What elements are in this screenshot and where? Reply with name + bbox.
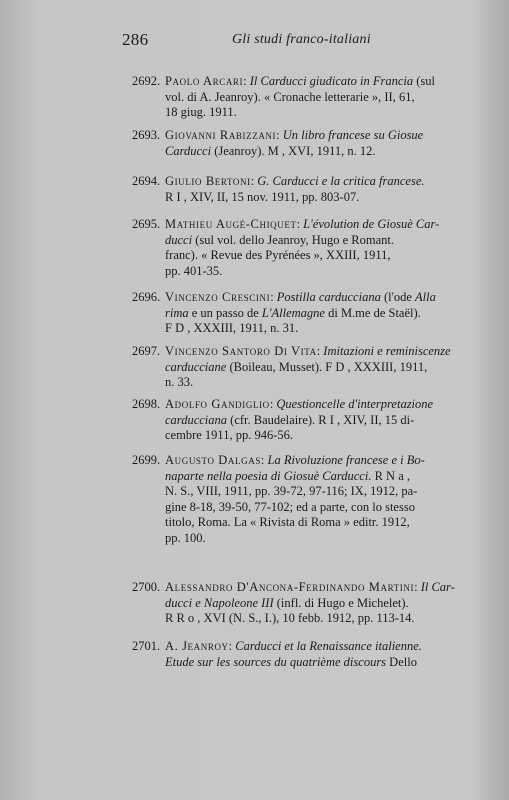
entry-line (165, 639, 477, 655)
entry-line (165, 190, 477, 206)
entry-text: (l'ode (380, 290, 416, 304)
entry-title-italic: Un libro francese su Giosue (282, 128, 424, 142)
entry-line (165, 217, 477, 233)
entry-text: N. S., VIII, 1911, pp. 39-72, 97-116; IX, 1912, pa- (165, 484, 418, 498)
entry-line (165, 531, 477, 547)
entry-text: vol. di A. Jeanroy). « Cronache letterarie », II, 61, (165, 89, 415, 104)
entry-text: pp. 401-35. (165, 263, 223, 278)
entry-line (165, 413, 477, 429)
entry-line (165, 397, 477, 413)
bibliography-entry (0, 290, 509, 337)
entry-line (165, 264, 477, 280)
entry-text: 18 giug. 1911. (165, 105, 237, 119)
entry-number: 2699. (132, 453, 161, 467)
entry-text: : (316, 344, 324, 358)
entry-number: 2698. (132, 397, 161, 411)
entry-number: 2697. (132, 344, 161, 358)
bibliography-entry (0, 344, 509, 391)
entry-line (165, 321, 477, 337)
entry-title-italic: ducci e Napoleone III (165, 595, 274, 610)
entry-line (165, 233, 477, 249)
entry-text: : (250, 174, 258, 188)
entry-author: Adolfo Gandiglio (165, 397, 270, 411)
entry-title-italic: naparte nella poesia di Giosuè Carducci. (165, 468, 372, 483)
entry-title-italic: ducci (165, 232, 193, 247)
entry-line (165, 128, 477, 144)
entry-line (165, 360, 477, 376)
entry-line (165, 428, 477, 444)
entry-text: e un passo de (188, 305, 262, 320)
entry-line (165, 596, 477, 612)
entry-line (165, 174, 477, 190)
entry-line (165, 500, 477, 516)
entry-title-italic: carducciane (165, 359, 227, 374)
entry-line (165, 105, 477, 121)
entry-title-italic: Alla (415, 290, 436, 304)
entry-line (165, 248, 477, 264)
entry-number: 2695. (132, 217, 161, 231)
entry-line (165, 74, 477, 90)
entry-text: : (276, 128, 283, 142)
entry-number: 2700. (132, 580, 161, 594)
entry-title-italic: Il Carducci giudicato in Francia (249, 74, 414, 88)
entry-number: 2693. (132, 128, 161, 142)
entry-text: cembre 1911, pp. 946-56. (165, 428, 293, 442)
entry-title-italic: Questioncelle d'interpretazione (276, 397, 434, 411)
entry-text: : (260, 453, 268, 467)
entry-line (165, 290, 477, 306)
entry-text: (sul vol. dello Jeanroy, Hugo e Romant. (192, 232, 395, 247)
entry-author: A. Jeanroy (165, 639, 229, 653)
entry-text: : (228, 639, 236, 653)
entry-author: Giulio Bertoni (165, 174, 251, 188)
entry-text: n. 33. (165, 375, 194, 389)
entry-text: franc). « Revue des Pyrénées », XXIII, 1911, (165, 248, 391, 262)
bibliography-entry (0, 128, 509, 159)
entry-line (165, 344, 477, 360)
entry-title-italic: rima (165, 305, 189, 320)
bibliography-entry (0, 639, 509, 670)
entry-title-italic: Carducci et la Renaissance italienne. (235, 639, 422, 653)
entry-text: Dello (386, 654, 417, 669)
entry-title-italic: Postilla carducciana (276, 290, 381, 304)
entry-text: pp. 100. (165, 530, 206, 545)
entry-author: Giovanni Rabizzani (165, 128, 277, 142)
entry-text: R I , XIV, II, 15 nov. 1911, pp. 803-07. (165, 189, 360, 204)
entry-title-italic: Carducci (165, 143, 212, 158)
entry-text: (cfr. Baudelaire). R I , XIV, II, 15 di- (227, 412, 415, 427)
entry-text: R R o , XVI (N. S., I.), 10 febb. 1912, pp. 113-14. (165, 611, 415, 625)
entry-number: 2694. (132, 174, 161, 188)
entry-line (165, 515, 477, 531)
entry-text: (Jeanroy). M , XVI, 1911, n. 12. (211, 143, 376, 158)
entry-line (165, 306, 477, 322)
running-title: Gli studi franco-italiani (232, 32, 371, 47)
entry-number: 2701. (132, 639, 161, 653)
entry-text: F D , XXXIII, 1911, n. 31. (165, 321, 299, 335)
entry-line (165, 580, 477, 596)
entry-text: gine 8-18, 39-50, 77-102; ed a parte, con lo stesso (165, 499, 415, 514)
bibliography-entry (0, 580, 509, 627)
entry-title-italic: Etude sur les sources du quatrième discours (165, 654, 387, 669)
entry-text: : (296, 217, 304, 231)
entry-line (165, 484, 477, 500)
entry-author: Alessandro D'Ancona-Ferdinando Martini (165, 580, 415, 594)
entry-author: Paolo Arcari (165, 74, 244, 88)
entry-text: : (243, 74, 250, 88)
entry-text: di M.me de Staël). (324, 305, 421, 320)
entry-line (165, 469, 477, 485)
entry-text: R N a , (371, 468, 411, 483)
entry-text: : (414, 580, 421, 594)
entry-title-italic: L'Allemagne (261, 305, 325, 320)
entry-author: Augusto Dalgas (165, 453, 261, 467)
entry-text: : (269, 397, 277, 411)
entry-line (165, 655, 477, 671)
entry-number: 2692. (132, 74, 161, 88)
entry-text: (Boileau, Musset). F D , XXXIII, 1911, (226, 359, 428, 374)
entry-line (165, 375, 477, 391)
entry-line (165, 90, 477, 106)
entry-author: Vincenzo Crescini (165, 290, 271, 304)
entry-title-italic: carducciana (165, 412, 228, 427)
entry-number: 2696. (132, 290, 161, 304)
entry-text: (sul (413, 74, 436, 88)
bibliography-entry (0, 74, 509, 121)
entry-title-italic: Il Car- (420, 580, 455, 594)
entry-title-italic: Imitazioni e reminiscenze (323, 344, 451, 358)
entry-text: : (270, 290, 277, 304)
page-number: 286 (122, 30, 149, 49)
entry-title-italic: La Rivoluzione francese e i Bo- (267, 453, 425, 467)
bibliography-entry (0, 453, 509, 546)
bibliography-entry (0, 174, 509, 205)
entry-line (165, 144, 477, 160)
entry-text: titolo, Roma. La « Rivista di Roma » editr. 1912, (165, 515, 410, 529)
bibliography-entry (0, 217, 509, 279)
entry-text: (infl. di Hugo e Michelet). (273, 595, 409, 610)
entry-line (165, 453, 477, 469)
entry-title-italic: G. Carducci e la critica francese. (257, 174, 425, 188)
entry-line (165, 611, 477, 627)
entry-author: Vincenzo Santoro Di Vita (165, 344, 317, 358)
bibliography-entry (0, 397, 509, 444)
entry-author: Mathieu Augé-Chiquet (165, 217, 297, 231)
entry-title-italic: L'évolution de Giosuè Car- (303, 217, 440, 231)
